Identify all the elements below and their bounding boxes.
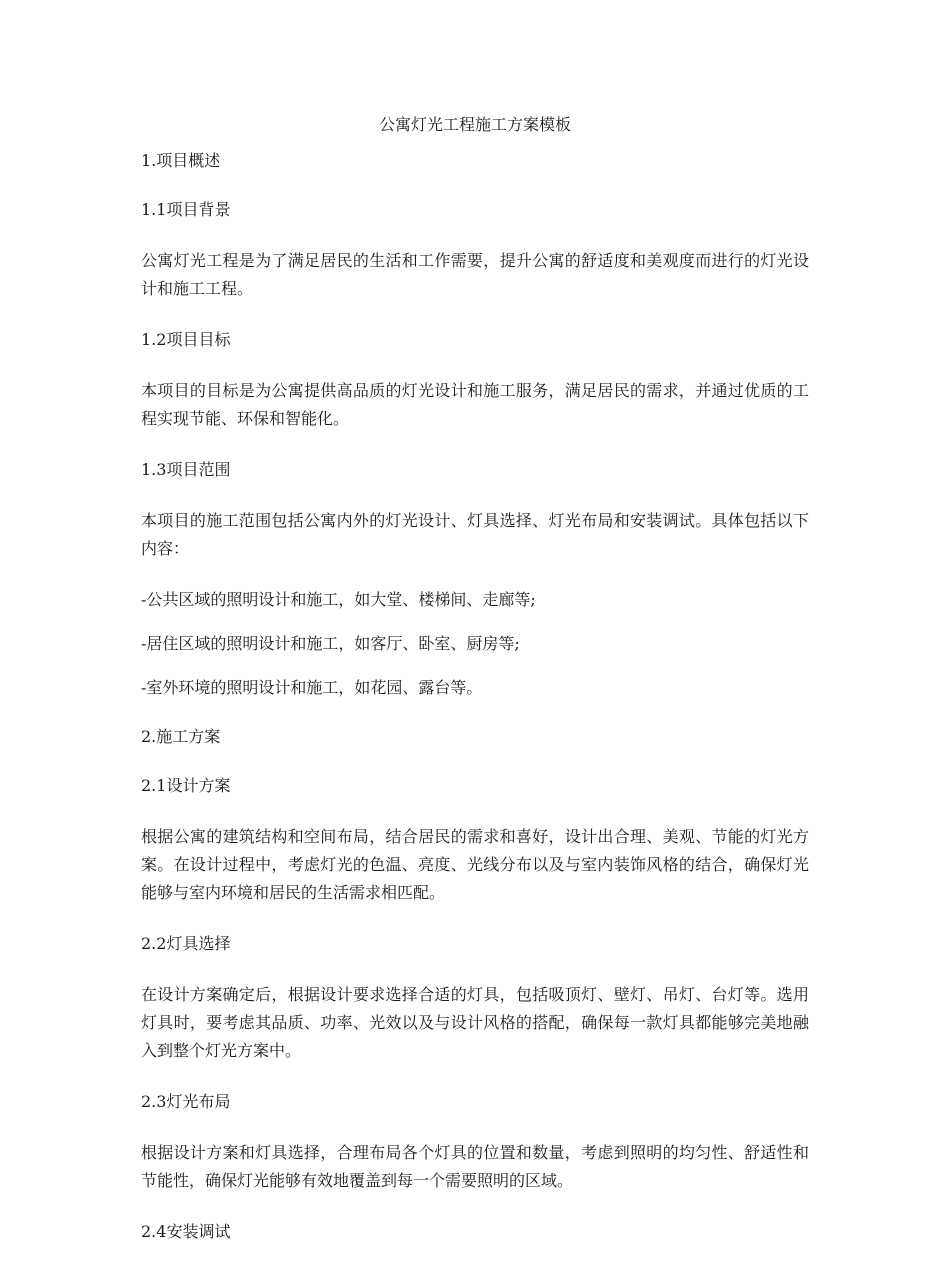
- section-heading-2-3: 2.3灯光布局: [141, 1092, 231, 1111]
- paragraph-background: 公寓灯光工程是为了满足居民的生活和工作需要，提升公寓的舒适度和美观度而进行的灯光设计和施工工程。: [141, 251, 809, 298]
- section-heading-1-3: 1.3项目范围: [141, 460, 231, 479]
- list-item-outdoor-area: -室外环境的照明设计和施工，如花园、露台等。: [141, 678, 483, 697]
- list-item-public-area: -公共区域的照明设计和施工，如大堂、楼梯间、走廊等;: [141, 590, 536, 609]
- document-body: [141, 149, 809, 1269]
- document-title: 公寓灯光工程施工方案模板: [378, 115, 571, 134]
- paragraph-design: 根据公寓的建筑结构和空间布局，结合居民的需求和喜好，设计出合理、美观、节能的灯光方案。在设计过程中，考虑灯光的色温、亮度、光线分布以及与室内装饰风格的结合，确保灯光能够与室内环境和居民的生活需求相匹配。: [141, 827, 809, 902]
- section-heading-2-2: 2.2灯具选择: [141, 934, 231, 953]
- section-heading-2-4: 2.4安装调试: [141, 1222, 231, 1241]
- paragraph-goals: 本项目的目标是为公寓提供高品质的灯光设计和施工服务，满足居民的需求，并通过优质的工程实现节能、环保和智能化。: [141, 381, 809, 428]
- section-heading-1-1: 1.1项目背景: [141, 200, 231, 219]
- list-item-residential-area: -居住区域的照明设计和施工，如客厅、卧室、厨房等;: [141, 634, 520, 653]
- section-heading-2-1: 2.1设计方案: [141, 776, 231, 795]
- paragraph-layout: 根据设计方案和灯具选择，合理布局各个灯具的位置和数量，考虑到照明的均匀性、舒适性和节能性，确保灯光能够有效地覆盖到每一个需要照明的区域。: [141, 1143, 809, 1190]
- section-heading-1-2: 1.2项目目标: [141, 330, 231, 349]
- section-heading-1: 1.项目概述: [141, 151, 221, 170]
- paragraph-scope: 本项目的施工范围包括公寓内外的灯光设计、灯具选择、灯光布局和安装调试。具体包括以下内容：: [141, 511, 809, 558]
- section-heading-2: 2.施工方案: [141, 727, 221, 746]
- paragraph-fixtures: 在设计方案确定后，根据设计要求选择合适的灯具，包括吸顶灯、壁灯、吊灯、台灯等。选用灯具时，要考虑其品质、功率、光效以及与设计风格的搭配，确保每一款灯具都能够完美地融入到整个灯光方案中。: [141, 985, 809, 1060]
